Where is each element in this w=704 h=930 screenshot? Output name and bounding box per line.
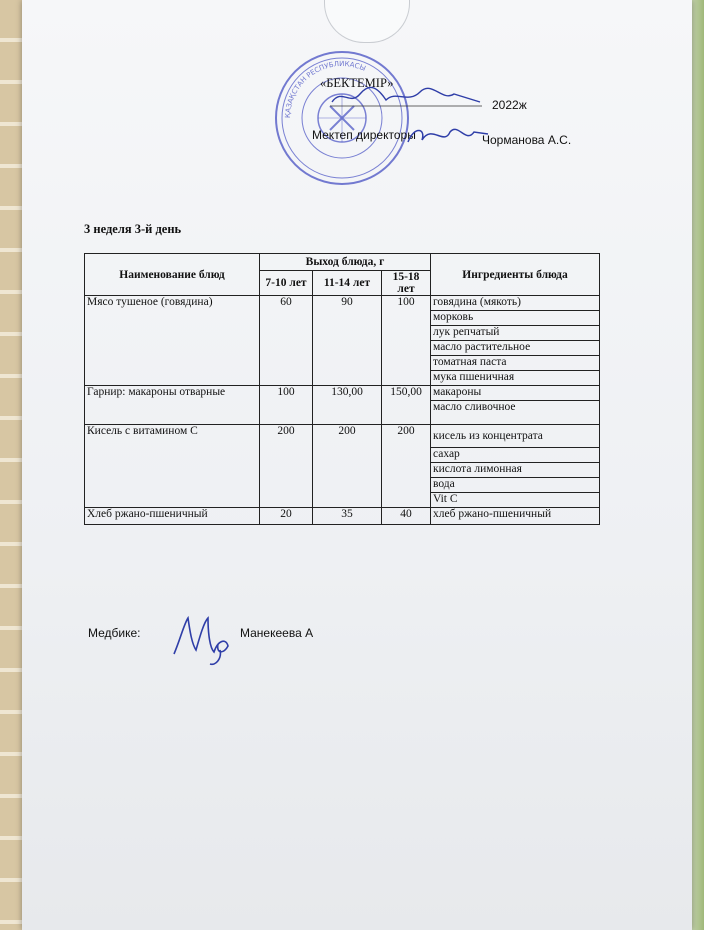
dish-value: 130,00 xyxy=(313,386,382,425)
ingredient: мука пшеничная xyxy=(431,371,600,386)
header-output: Выход блюда, г xyxy=(260,254,431,271)
ingredient: сахар xyxy=(431,448,600,463)
date-year: 2022ж xyxy=(492,98,527,112)
dish-value: 100 xyxy=(382,296,431,386)
age-group-3: 15-18 лет xyxy=(382,271,431,296)
dish-value: 200 xyxy=(382,425,431,508)
dish-value: 100 xyxy=(260,386,313,425)
director-label: Мектеп директоры xyxy=(312,128,416,142)
director-signature xyxy=(404,120,490,150)
school-name: «БЕКТЕМІР» xyxy=(320,76,394,90)
table-row xyxy=(85,386,600,401)
dish-name: Кисель с витамином С xyxy=(85,425,260,508)
sleeve-hanger-tab xyxy=(324,0,410,43)
dish-name: Хлеб ржано-пшеничный xyxy=(85,508,260,525)
dish-value: 200 xyxy=(260,425,313,508)
table-row xyxy=(85,508,600,525)
dish-value: 200 xyxy=(313,425,382,508)
ingredient: лук репчатый xyxy=(431,326,600,341)
ingredient: морковь xyxy=(431,311,600,326)
medic-label: Медбике: xyxy=(88,626,141,640)
dish-value: 90 xyxy=(313,296,382,386)
ingredient: Vit C xyxy=(431,493,600,508)
school-stamp xyxy=(272,48,412,188)
table-row xyxy=(85,425,600,448)
ingredient: макароны xyxy=(431,386,600,401)
ingredient: говядина (мякоть) xyxy=(431,296,600,311)
ingredient: кислота лимонная xyxy=(431,463,600,478)
week-title: 3 неделя 3-й день xyxy=(84,222,182,236)
director-name: Чорманова А.С. xyxy=(482,133,572,147)
menu-table xyxy=(84,253,600,525)
ingredient: хлеб ржано-пшеничный xyxy=(431,508,600,525)
ingredient: томатная паста xyxy=(431,356,600,371)
dish-value: 60 xyxy=(260,296,313,386)
dish-value: 150,00 xyxy=(382,386,431,425)
dish-value: 35 xyxy=(313,508,382,525)
dish-name: Гарнир: макароны отварные xyxy=(85,386,260,425)
dish-value: 20 xyxy=(260,508,313,525)
dish-value: 40 xyxy=(382,508,431,525)
medic-name: Манекеева А xyxy=(240,626,314,640)
background-left xyxy=(0,0,24,930)
medic-signature xyxy=(170,610,236,668)
dish-name: Мясо тушеное (говядина) xyxy=(85,296,260,386)
age-group-1: 7-10 лет xyxy=(260,271,313,296)
header-row-1 xyxy=(85,254,600,271)
age-group-2: 11-14 лет xyxy=(313,271,382,296)
ingredient: вода xyxy=(431,478,600,493)
header-name: Наименование блюд xyxy=(85,254,260,296)
ingredient: кисель из концентрата xyxy=(431,425,600,448)
stamp-arc-text: ҚАЗАҚСТАН РЕСПУБЛИКАСЫ xyxy=(283,59,367,119)
header-ingredients: Ингредиенты блюда xyxy=(431,254,600,296)
ingredient: масло растительное xyxy=(431,341,600,356)
ingredient: масло сливочное xyxy=(431,401,600,425)
table-row xyxy=(85,296,600,311)
date-signature xyxy=(330,84,482,108)
